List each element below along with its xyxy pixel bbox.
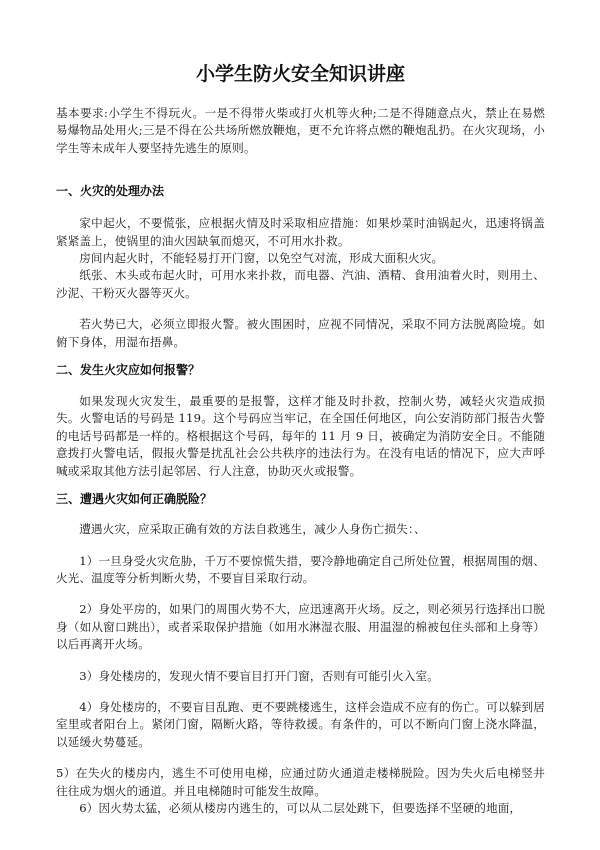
list-item-escape-1: 1）一旦身受火灾危胁，千万不要惊慌失措，要冷静地确定自己所处位置，根据周围的烟、火光、温度等分析判断火势，不要盲目采取行动。: [56, 553, 545, 585]
section-heading-fire-handling: 一、火灾的处理办法: [56, 184, 165, 199]
intro-paragraph: 基本要求:小学生不得玩火。一是不得带火柴或打火机等火种;二是不得随意点火，禁止在易燃易爆物品处用火;三是不得在公共场所燃放鞭炮，更不允许将点燃的鞭炮乱扔。在火灾现场，小学生等未成年人要坚持先逃生的原则。: [56, 106, 545, 155]
paragraph-report-fire: 如果发现火灾发生，最重要的是报警，这样才能及时扑救，控制火势，减轻火灾造成损失。火警电话的号码是 119。这个号码应当牢记，在全国任何地区，向公安消防部门报告火警的电话号码都是一样的。格根据这个号码，每年的 11 月 9 日，被确定为消防安全日。不能随意拨打火警电话，假报火警是扰乱社会公共秩序的违法行为。在没有电话的情况下，应大声呼喊或采取其他方法引起邻居、行人注意，协助灭火或报警。: [56, 394, 545, 478]
paragraph-material-fire: 纸张、木头或布起火时，可用水来扑救，而电器、汽油、酒精、食用油着火时，则用土、沙泥、干粉灭火器等灭火。: [56, 268, 545, 300]
paragraph-room-fire: 房间内起火时，不能轻易打开门窗，以免空气对流，形成大面积火灾。: [79, 251, 444, 266]
list-item-escape-4: 4）身处楼房的，不要盲目乱跑、更不要跳楼逃生，这样会造成不应有的伤亡。可以躲到居室里或者阳台上。紧闭门窗，隔断火路，等待救援。有条件的，可以不断向门窗上浇水降温，以延缓火势蔓延。: [56, 699, 545, 749]
list-item-escape-2: 2）身处平房的，如果门的周围火势不大，应迅速离开火场。反之，则必须另行选择出口脱身（如从窗口跳出），或者采取保护措施（如用水淋湿衣服、用温湿的棉被包住头部和上身等）以后再离开火场。: [56, 602, 545, 652]
paragraph-kitchen-fire: 家中起火，不要慌张，应根据火情及时采取相应措施：如果炒菜时油锅起火，迅速将锅盖紧紧盖上，使锅里的油火因缺氧而熄灭，不可用水扑救。: [56, 216, 545, 248]
section-heading-report-fire: 二、发生火灾应如何报警？: [56, 363, 201, 378]
paragraph-call-alarm: 若火势已大，必须立即报火警。被火围困时，应视不同情况，采取不同方法脱离险境。如俯下身体，用湿布捂鼻。: [56, 317, 545, 349]
paragraph-escape-lead: 遭遇火灾，应采取正确有效的方法自救逃生，减少人身伤亡损失：、: [79, 522, 426, 537]
list-item-escape-5: 5）在失火的楼房内，逃生不可使用电梯，应通过防火通道走楼梯脱险。因为失火后电梯竖井往往成为烟火的通道。并且电梯随时可能发生故障。: [56, 766, 545, 798]
section-heading-escape: 三、遭遇火灾如何正确脱险？: [56, 492, 213, 507]
list-item-escape-3: 3）身处楼房的，发现火情不要盲目打开门窗，否则有可能引火入室。: [79, 668, 440, 683]
page-title: 小学生防火安全知识讲座: [195, 63, 405, 85]
list-item-escape-6: 6）因火势太猛，必须从楼房内逃生的，可以从二层处跳下，但要选择不坚硬的地面，: [79, 800, 522, 815]
